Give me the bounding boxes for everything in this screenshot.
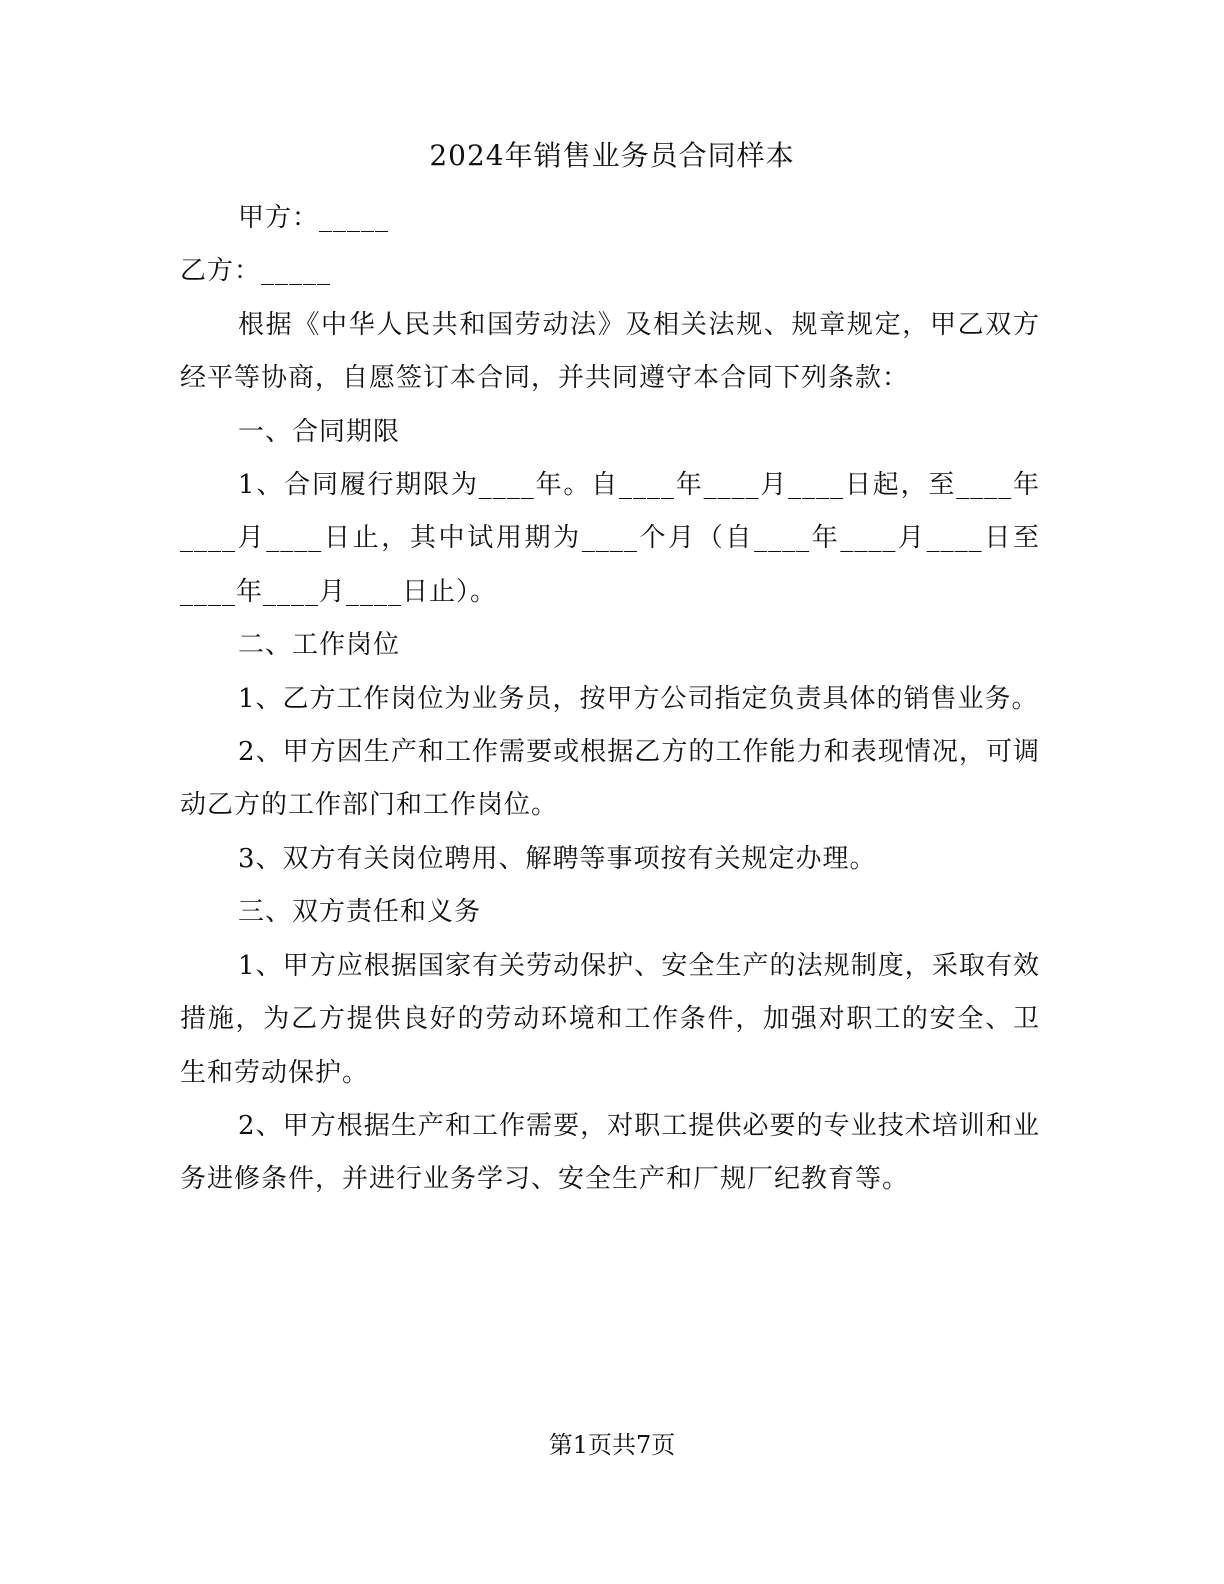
party-a-line: 甲方：_____ [238, 203, 390, 233]
document-body [180, 192, 1040, 1207]
preamble-paragraph: 根据《中华人民共和国劳动法》及相关法规、规章规定，甲乙双方经平等协商，自愿签订本合同，并共同遵守本合同下列条款： [180, 309, 1040, 394]
party-b-line: 乙方：_____ [180, 256, 332, 287]
section-heading-position: 二、工作岗位 [238, 630, 401, 661]
responsibilities-clause-1: 1、甲方应根据国家有关劳动保护、安全生产的法规制度，采取有效措施，为乙方提供良好的劳动环境和工作条件，加强对职工的安全、卫生和劳动保护。 [180, 950, 1040, 1088]
page-number-footer: 第1页共7页 [548, 1431, 676, 1459]
position-clause-1: 1、乙方工作岗位为业务员，按甲方公司指定负责具体的销售业务。 [238, 683, 1039, 714]
position-clause-3: 3、双方有关岗位聘用、解聘等事项按有关规定办理。 [238, 843, 877, 874]
responsibilities-clause-2: 2、甲方根据生产和工作需要，对职工提供必要的专业技术培训和业务进修条件，并进行业务学习、安全生产和厂规厂纪教育等。 [180, 1110, 1040, 1195]
section-heading-contract-term: 一、合同期限 [238, 416, 401, 447]
document-title: 2024年销售业务员合同样本 [429, 139, 795, 172]
contract-term-clause-1: 1、合同履行期限为____年。自____年____月____日起，至____年____月____日止，其中试用期为____个月（自____年____月____日至____年____月____日止）。 [180, 470, 1040, 607]
section-heading-responsibilities: 三、双方责任和义务 [238, 897, 482, 928]
position-clause-2: 2、甲方因生产和工作需要或根据乙方的工作能力和表现情况，可调动乙方的工作部门和工作岗位。 [180, 737, 1040, 821]
